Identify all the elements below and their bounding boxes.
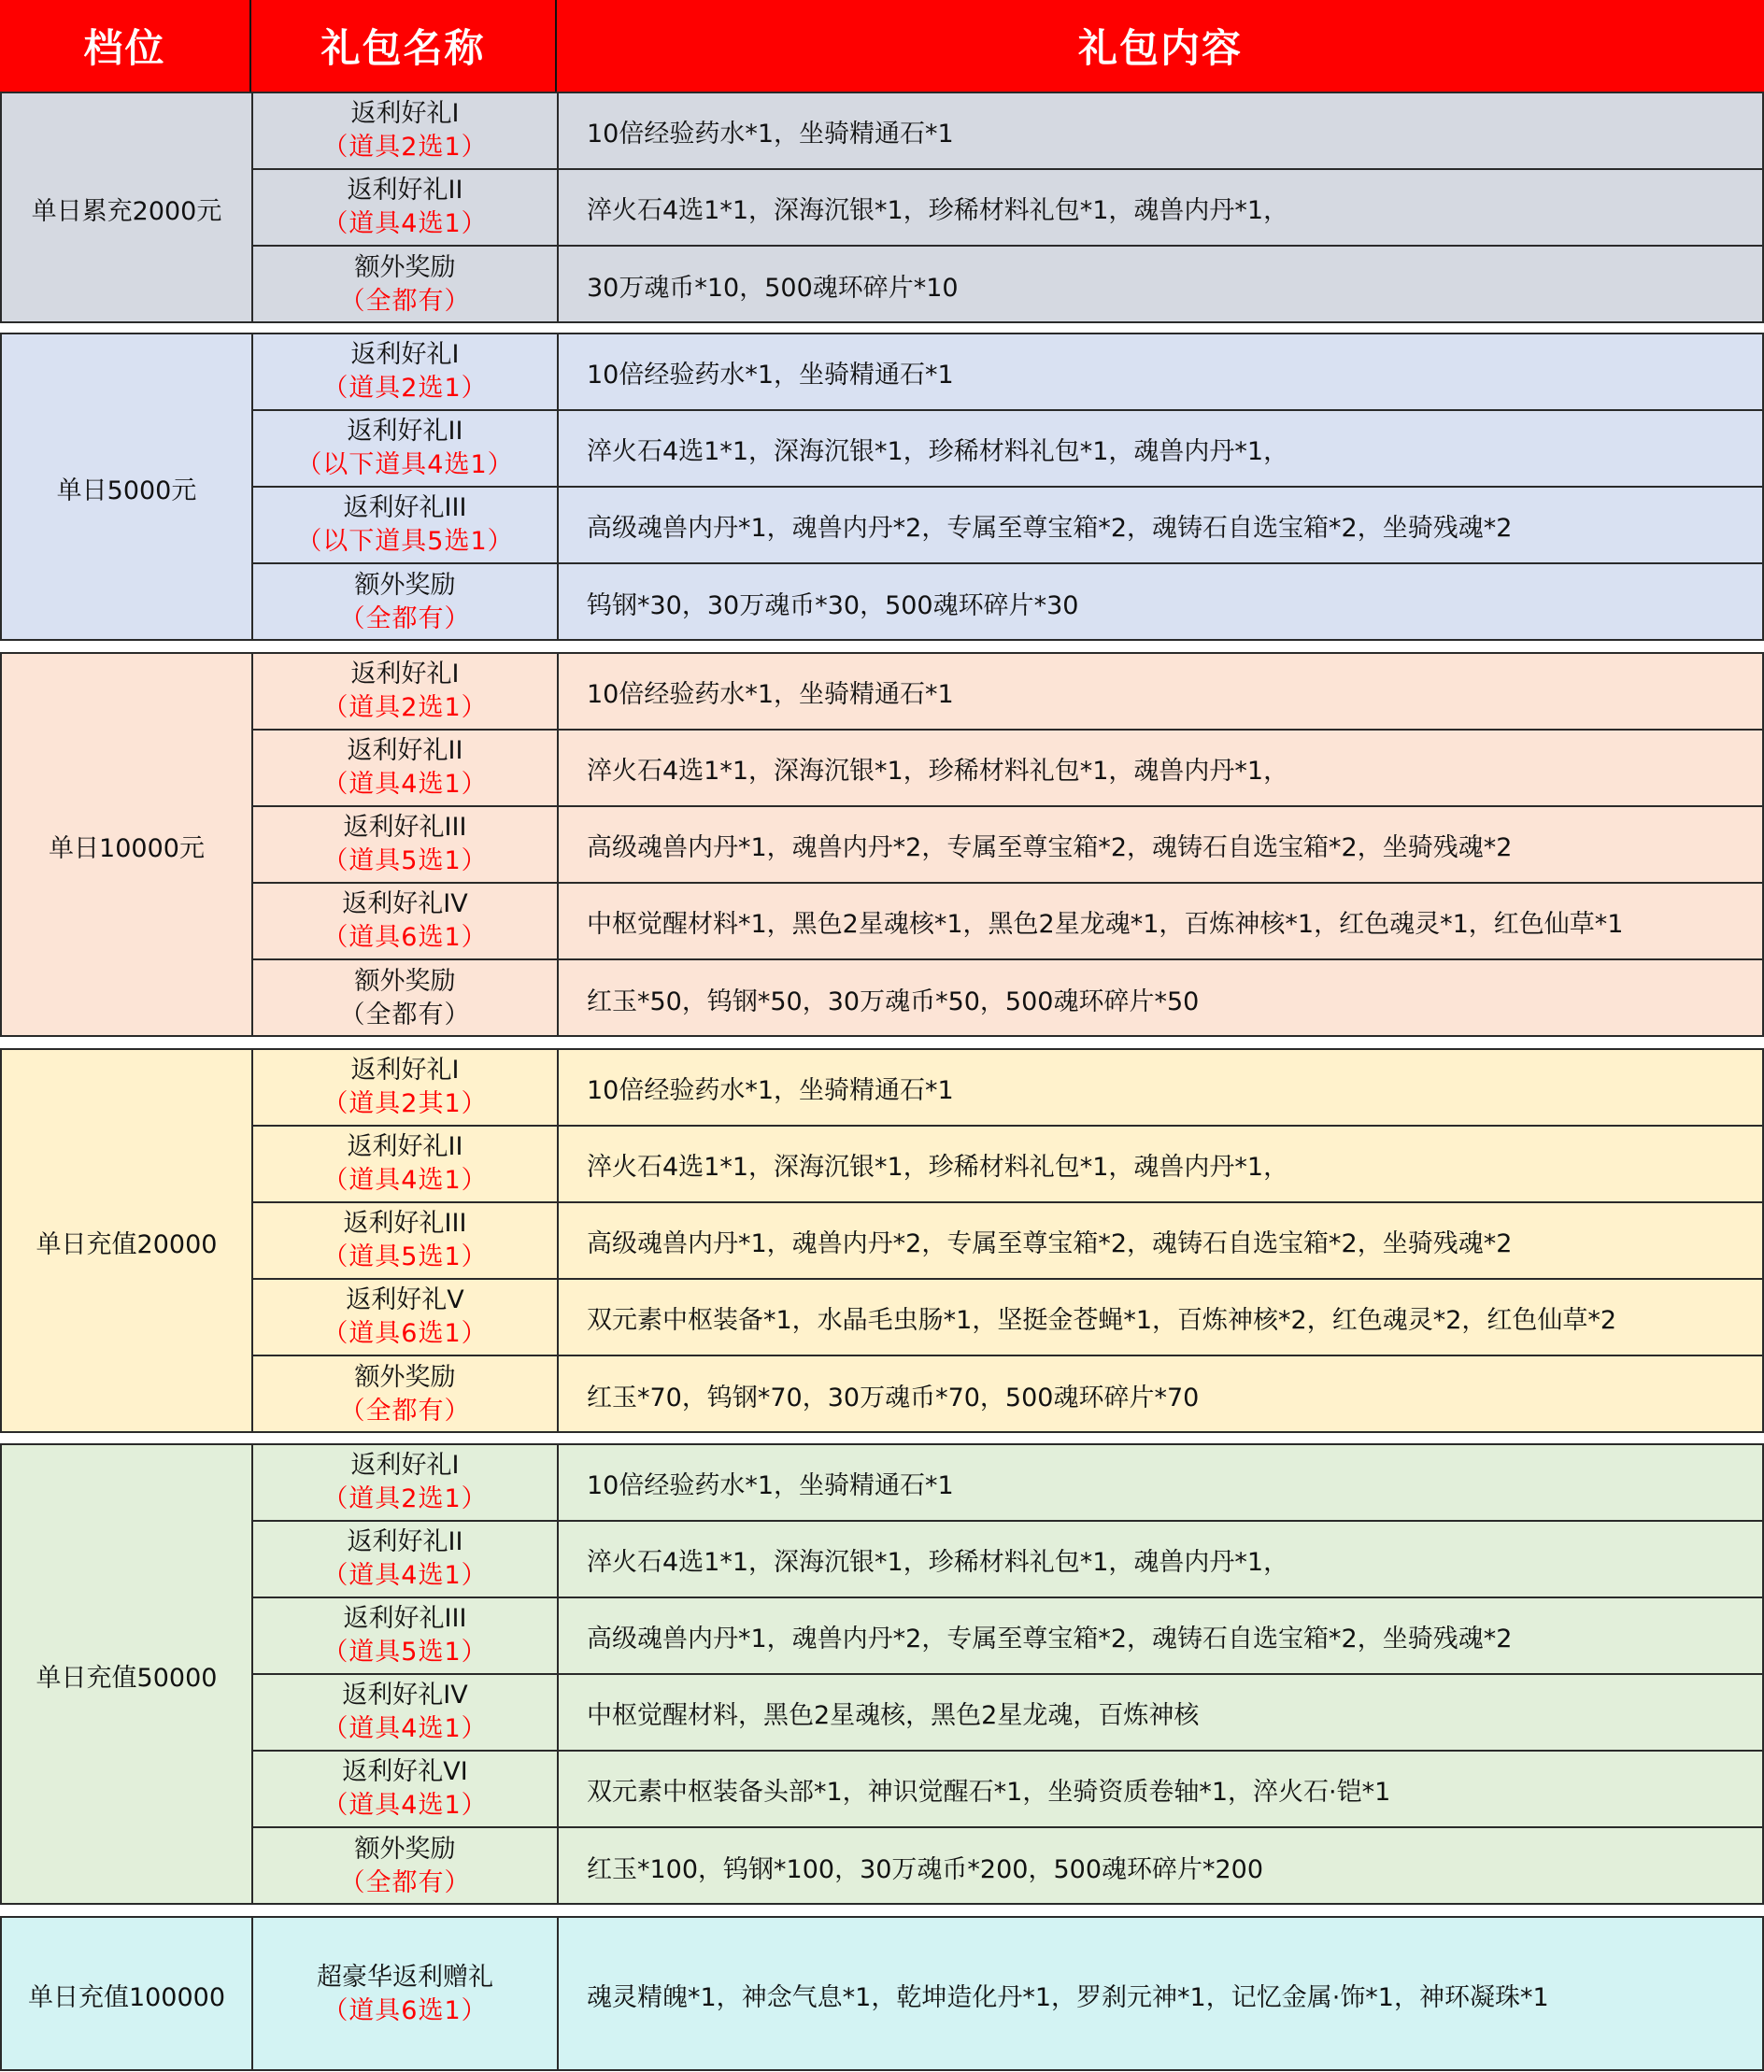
tier-label: 单日10000元 [2,654,253,1037]
gift-content: 10倍经验药水*1，坐骑精通石*1 [587,679,954,709]
gift-name: 额外奖励 [354,571,456,600]
gift-note: （道具4选1） [322,770,488,799]
gift-name-cell [253,247,559,323]
gift-content: 高级魂兽内丹*1，魂兽内丹*2，专属至尊宝箱*2，魂铸石自选宝箱*2，坐骑残魂*2 [587,1228,1513,1258]
table-row [253,960,1762,1037]
gift-name: 返利好礼II [347,1132,463,1161]
gift-note: （道具2选1） [322,693,488,722]
gift-name: 返利好礼IV [342,889,468,918]
table-row [253,170,1762,247]
gift-name: 返利好礼VI [342,1757,468,1786]
gift-note: （道具2选1） [322,133,488,162]
tier-group [0,1048,1764,1433]
gift-note: （道具4选1） [322,209,488,238]
tier-group [0,333,1764,641]
gift-name-cell [253,488,559,562]
gift-content: 淬火石4选1*1，深海沉银*1，珍稀材料礼包*1，魂兽内丹*1， [587,1152,1289,1182]
tier-label: 单日充值100000 [2,1918,253,2071]
gift-name-cell [253,93,559,168]
header-name: 礼包名称 [251,0,557,92]
gift-name: 超豪华返利赠礼 [317,1963,493,1992]
gift-content: 中枢觉醒材料，黑色2星魂核，黑色2星龙魂，百炼神核 [587,1700,1200,1730]
gift-name-cell [253,170,559,245]
gift-note: （道具5选1） [322,1242,488,1271]
gift-name-cell [253,884,559,958]
gift-content: 红玉*70，钨钢*70，30万魂币*70，500魂环碎片*70 [587,1383,1200,1412]
tier-label: 单日5000元 [2,334,253,641]
tier-group [0,1443,1764,1905]
table-row [253,334,1762,411]
gift-note: （道具2选1） [322,1484,488,1513]
gift-name-cell [253,1522,559,1597]
gift-content: 高级魂兽内丹*1，魂兽内丹*2，专属至尊宝箱*2，魂铸石自选宝箱*2，坐骑残魂*2 [587,832,1513,862]
gift-name: 返利好礼II [347,417,463,446]
header-tier: 档位 [0,0,251,92]
gift-name-cell [253,1918,559,2071]
table-row [253,411,1762,488]
gift-note: （道具5选1） [322,846,488,875]
gift-name-cell [253,564,559,641]
table-row [253,731,1762,807]
table-row [253,1752,1762,1828]
gift-name: 额外奖励 [354,253,456,282]
table-row [253,1522,1762,1598]
table-row [253,884,1762,960]
gift-content: 双元素中枢装备头部*1，神识觉醒石*1，坐骑资质卷轴*1，淬火石·铠*1 [587,1777,1391,1807]
gift-name-cell [253,1127,559,1201]
gift-name-cell [253,1598,559,1673]
gift-content: 钨钢*30，30万魂币*30，500魂环碎片*30 [587,590,1079,620]
gift-content: 10倍经验药水*1，坐骑精通石*1 [587,1470,954,1500]
table-row [253,564,1762,641]
table-row [253,807,1762,884]
gift-content: 10倍经验药水*1，坐骑精通石*1 [587,1075,954,1105]
gift-name: 返利好礼III [343,493,467,522]
gift-name: 返利好礼III [343,1209,467,1238]
gift-note: （以下道具5选1） [296,527,514,556]
gift-name-cell [253,960,559,1037]
gift-name-cell [253,411,559,486]
gift-name: 返利好礼I [350,1451,460,1480]
gift-name-cell [253,731,559,805]
gift-name: 返利好礼I [350,99,460,128]
gift-name: 返利好礼IV [342,1681,468,1710]
gift-name: 返利好礼II [347,176,463,205]
table-row [253,654,1762,731]
gift-content: 淬火石4选1*1，深海沉银*1，珍稀材料礼包*1，魂兽内丹*1， [587,756,1289,786]
gift-name: 返利好礼I [350,340,460,369]
gift-note: （道具2选1） [322,374,488,403]
gift-content: 10倍经验药水*1，坐骑精通石*1 [587,119,954,149]
gift-content: 高级魂兽内丹*1，魂兽内丹*2，专属至尊宝箱*2，魂铸石自选宝箱*2，坐骑残魂*2 [587,513,1513,543]
gift-name: 返利好礼III [343,813,467,842]
table-row [253,1127,1762,1203]
gift-name: 额外奖励 [354,967,456,996]
gift-content: 红玉*50，钨钢*50，30万魂币*50，500魂环碎片*50 [587,986,1200,1016]
gift-note: （道具4选1） [322,1166,488,1195]
tier-label: 单日充值20000 [2,1050,253,1433]
gift-name-cell [253,1675,559,1750]
header-content: 礼包内容 [1077,25,1243,71]
table-row [253,247,1762,323]
gift-content: 高级魂兽内丹*1，魂兽内丹*2，专属至尊宝箱*2，魂铸石自选宝箱*2，坐骑残魂*2 [587,1624,1513,1653]
tier-group [0,92,1764,323]
gift-name: 返利好礼III [343,1604,467,1633]
table-row [253,93,1762,170]
table-row [253,1050,1762,1127]
gift-name-cell [253,1752,559,1826]
gift-content: 30万魂币*10，500魂环碎片*10 [587,273,959,303]
gift-note: （道具4选1） [322,1714,488,1743]
tier-label: 单日累充2000元 [2,93,253,323]
gift-name: 返利好礼II [347,1527,463,1556]
gift-name-cell [253,1356,559,1433]
gift-name: 额外奖励 [354,1363,456,1392]
gift-name: 返利好礼I [350,1056,460,1085]
tier-group [0,1916,1764,2071]
gift-note: （以下道具4选1） [296,450,514,479]
gift-content: 双元素中枢装备*1，水晶毛虫肠*1，坚挺金苍蝇*1，百炼神核*2，红色魂灵*2，红色仙草*2 [587,1305,1617,1335]
gift-content: 10倍经验药水*1，坐骑精通石*1 [587,360,954,390]
gift-name-cell [253,1445,559,1520]
tier-group [0,652,1764,1037]
gift-note: （全都有） [339,1868,471,1897]
table-row [253,1356,1762,1433]
table-row [253,488,1762,564]
gift-name-cell [253,1280,559,1355]
tier-label: 单日充值50000 [2,1445,253,1905]
gift-name: 返利好礼I [350,660,460,688]
gift-name-cell [253,334,559,409]
gift-name-cell [253,807,559,882]
gift-name: 额外奖励 [354,1835,456,1864]
gift-name-cell [253,1828,559,1905]
gift-content: 红玉*100，钨钢*100，30万魂币*200，500魂环碎片*200 [587,1854,1264,1884]
gift-name-cell [253,1203,559,1278]
gift-name: 返利好礼V [346,1285,464,1314]
table-row [253,1203,1762,1280]
gift-note: （道具6选1） [322,1319,488,1348]
gift-content: 中枢觉醒材料*1，黑色2星魂核*1，黑色2星龙魂*1，百炼神核*1，红色魂灵*1，红色仙草*1 [587,909,1624,939]
gift-note: （道具2其1） [322,1089,488,1118]
gift-name-cell [253,654,559,729]
gift-note: （道具4选1） [322,1561,488,1590]
gift-note: （道具6选1） [322,1996,488,2025]
gift-content: 淬火石4选1*1，深海沉银*1，珍稀材料礼包*1，魂兽内丹*1， [587,436,1289,466]
table-row [253,1445,1762,1522]
table-row [253,1828,1762,1905]
gift-content: 魂灵精魄*1，神念气息*1，乾坤造化丹*1，罗刹元神*1，记忆金属·饰*1，神环凝珠*1 [587,1982,1549,2012]
table-row [253,1675,1762,1752]
table-row [253,1280,1762,1356]
gift-note: （全都有） [339,1001,471,1029]
gift-note: （全都有） [339,1397,471,1426]
gift-note: （道具4选1） [322,1791,488,1820]
gift-note: （道具6选1） [322,923,488,952]
gift-name: 返利好礼II [347,736,463,765]
table-row [253,1598,1762,1675]
gift-note: （全都有） [339,287,471,316]
gift-content: 淬火石4选1*1，深海沉银*1，珍稀材料礼包*1，魂兽内丹*1， [587,195,1289,225]
table-row [253,1918,1762,2071]
gift-note: （道具5选1） [322,1638,488,1667]
gift-note: （全都有） [339,604,471,633]
table-header [0,0,1764,92]
gift-name-cell [253,1050,559,1125]
gift-content: 淬火石4选1*1，深海沉银*1，珍稀材料礼包*1，魂兽内丹*1， [587,1547,1289,1577]
